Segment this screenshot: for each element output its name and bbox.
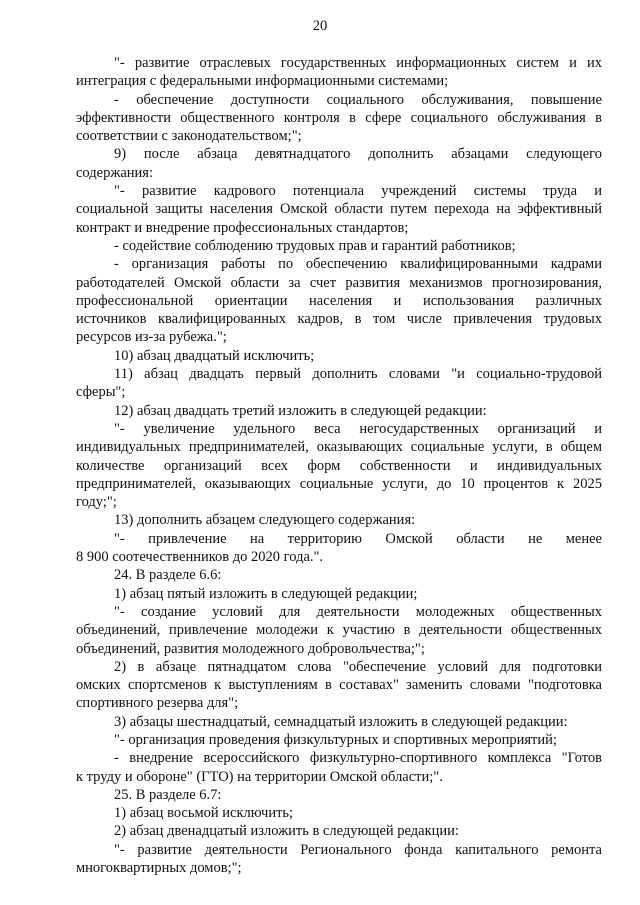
text-line: 9) после абзаца девятнадцатого дополнить абзацами следующего (114, 146, 602, 163)
paragraph (76, 402, 602, 420)
text-line: объединений, развития молодежного добровольчества;"; (76, 640, 425, 657)
text-line: 2) абзац двенадцатый изложить в следующей редакции: (114, 823, 459, 840)
text-line: "- развитие отраслевых государственных информационных систем и их (114, 55, 602, 71)
text-line: 10) абзац двадцатый исключить; (114, 347, 315, 364)
text-line: объединений, привлечение молодежи к участию в деятельности общественных (76, 622, 602, 639)
text-line: - обеспечение доступности социального обслуживания, повышение (114, 91, 602, 108)
text-line: контракт и внедрение профессиональных стандартов; (76, 219, 409, 236)
text-line: "- развитие деятельности Регионального фонда капитального ремонта (114, 841, 602, 858)
text-line: "- привлечение на территорию Омской области не менее (114, 530, 602, 547)
document-body (76, 54, 602, 877)
paragraph (76, 804, 602, 822)
text-line: 25. В разделе 6.7: (114, 786, 222, 803)
paragraph (76, 530, 602, 567)
paragraph (76, 54, 602, 91)
paragraph (76, 658, 602, 713)
text-line: работодателей Омской области за счет развития механизмов прогнозирования, (76, 274, 602, 291)
text-line: "- создание условий для деятельности молодежных общественных (114, 603, 602, 620)
text-line: омских спортсменов к выступлениям в составах" заменить словами "подготовка (76, 677, 602, 694)
paragraph (76, 420, 602, 511)
text-line: содержания: (76, 164, 154, 181)
paragraph (76, 786, 602, 804)
paragraph (76, 347, 602, 365)
text-line: - содействие соблюдению трудовых прав и гарантий работников; (114, 237, 516, 254)
text-line: 11) абзац двадцать первый дополнить словами "и социально-трудовой (114, 366, 602, 383)
text-line: - внедрение всероссийского физкультурно-спортивного комплекса "Готов (114, 750, 602, 767)
paragraph (76, 365, 602, 402)
text-line: сферы"; (76, 384, 126, 401)
text-line: "- увеличение удельного веса негосударственных организаций и (114, 420, 602, 437)
paragraph (76, 145, 602, 182)
text-line: 3) абзацы шестнадцатый, семнадцатый изложить в следующей редакции: (114, 713, 568, 730)
paragraph (76, 237, 602, 255)
text-line: источников квалифицированных кадров, в том числе привлечения трудовых (76, 311, 602, 328)
paragraph (76, 566, 602, 584)
text-line: к труду и обороне" (ГТО) на территории Омской области;". (76, 768, 443, 785)
text-line: предпринимателей, оказывающих социальные услуги, до 10 процентов к 2025 (76, 475, 602, 492)
paragraph (76, 603, 602, 658)
paragraph (76, 822, 602, 840)
paragraph (76, 731, 602, 749)
text-line: 8 900 соотечественников до 2020 года.". (76, 549, 324, 566)
text-line: 1) абзац пятый изложить в следующей редакции; (114, 585, 418, 602)
text-line: году;"; (76, 494, 117, 511)
paragraph (76, 255, 602, 346)
text-line: количестве организаций всех форм собственности и индивидуальных (76, 457, 602, 474)
page-number: 20 (312, 18, 328, 34)
text-line: 13) дополнить абзацем следующего содержания: (114, 512, 416, 529)
text-line: индивидуальных предпринимателей, оказывающих социальные услуги, в общем (76, 439, 602, 456)
paragraph (76, 182, 602, 237)
text-line: "- развитие кадрового потенциала учреждений системы труда и (114, 183, 602, 200)
paragraph (76, 91, 602, 146)
text-line: многоквартирных домов;"; (76, 860, 242, 877)
text-line: - организация работы по обеспечению квалифицированными кадрами (114, 256, 602, 273)
paragraph (76, 585, 602, 603)
text-line: социальной защиты населения Омской области путем перехода на эффективный (76, 201, 602, 218)
text-line: "- организация проведения физкультурных и спортивных мероприятий; (114, 731, 557, 748)
text-line: профессиональной ориентации населения и использования различных (76, 292, 602, 309)
text-line: интеграция с федеральными информационными системами; (76, 73, 449, 90)
paragraph (76, 511, 602, 529)
paragraph (76, 749, 602, 786)
text-line: эффективности общественного контроля в сфере социального обслуживания в (76, 109, 602, 126)
paragraph (76, 841, 602, 878)
text-line: спортивного резерва для"; (76, 695, 239, 712)
text-line: 24. В разделе 6.6: (114, 567, 222, 584)
text-line: 1) абзац восьмой исключить; (114, 805, 294, 822)
text-line: ресурсов из-за рубежа."; (76, 329, 227, 346)
paragraph (76, 713, 602, 731)
text-line: 2) в абзаце пятнадцатом слова "обеспечение условий для подготовки (114, 658, 602, 675)
text-line: соответствии с законодательством;"; (76, 128, 302, 145)
text-line: 12) абзац двадцать третий изложить в следующей редакции: (114, 402, 487, 419)
